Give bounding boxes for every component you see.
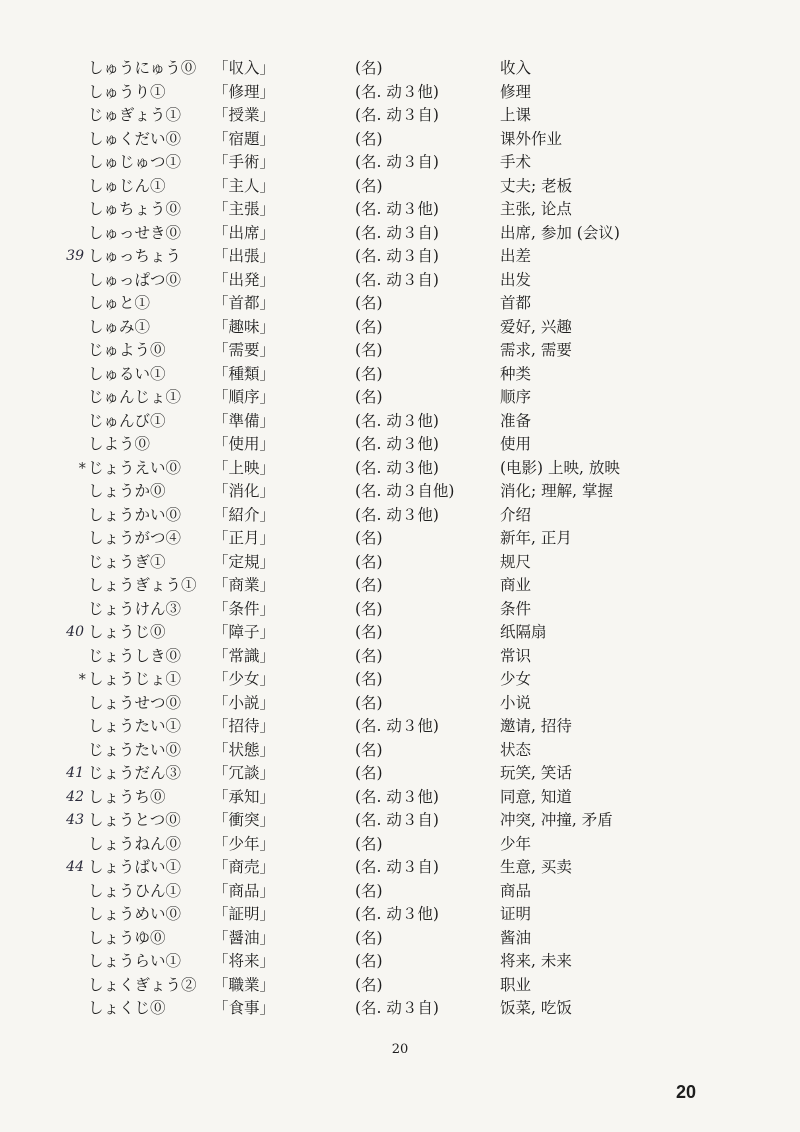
entry-reading: じゅよう⓪ (88, 341, 166, 359)
entry-part-of-speech: (名) (355, 294, 383, 312)
entry-part-of-speech: (名) (355, 646, 383, 665)
vocab-entry (0, 386, 800, 410)
entry-part-of-speech: (名) (355, 129, 383, 148)
vocab-entry (0, 645, 800, 669)
vocab-entry (0, 762, 800, 786)
entry-reading: しょうたい① (88, 717, 182, 735)
entry-reading: しゅくだい⓪ (88, 129, 182, 148)
entry-meaning: 课外作业 (500, 129, 563, 148)
entry-mark: 40 (66, 624, 84, 640)
vocab-entry (0, 527, 800, 551)
entry-kanji: 「承知」 (213, 787, 276, 806)
entry-mark: * (78, 458, 86, 477)
entry-reading: しゅじん① (88, 176, 166, 195)
entry-kanji: 「正月」 (213, 529, 276, 547)
entry-part-of-speech: (名) (355, 834, 383, 853)
entry-kanji: 「紹介」 (213, 505, 276, 524)
entry-reading: しょうとつ⓪ (88, 811, 181, 829)
entry-kanji: 「職業」 (213, 975, 276, 994)
entry-part-of-speech: (名) (355, 670, 383, 688)
entry-kanji: 「冗談」 (213, 764, 276, 782)
entry-kanji: 「宿題」 (213, 129, 276, 148)
vocab-entry (0, 880, 800, 904)
vocab-entry (0, 927, 800, 951)
entry-part-of-speech: (名. 动３他) (355, 200, 439, 218)
entry-kanji: 「主人」 (213, 176, 276, 195)
vocab-entry (0, 574, 800, 598)
vocab-entry (0, 151, 800, 175)
vocab-entry (0, 316, 800, 340)
entry-kanji: 「趣味」 (213, 317, 276, 336)
entry-reading: しょうねん⓪ (88, 834, 182, 853)
entry-meaning: 同意, 知道 (500, 787, 572, 806)
entry-kanji: 「衝突」 (213, 811, 276, 829)
vocab-entry (0, 903, 800, 927)
entry-part-of-speech: (名) (355, 317, 383, 336)
entry-kanji: 「障子」 (213, 623, 276, 641)
entry-kanji: 「上映」 (213, 458, 276, 477)
entry-kanji: 「食事」 (213, 999, 276, 1017)
entry-part-of-speech: (名) (355, 881, 383, 900)
entry-meaning: 纸隔扇 (500, 623, 547, 641)
entry-part-of-speech: (名. 动３他) (355, 458, 439, 477)
entry-meaning: 邀请, 招待 (500, 717, 572, 735)
vocab-entry (0, 410, 800, 434)
entry-reading: じょうだん③ (88, 764, 182, 782)
entry-reading: しゅっぱつ⓪ (88, 270, 182, 289)
entry-meaning: 常识 (500, 646, 532, 665)
entry-part-of-speech: (名. 动３他) (355, 787, 439, 806)
entry-kanji: 「手術」 (213, 153, 276, 171)
entry-reading: しゅうり① (88, 82, 166, 101)
entry-kanji: 「首都」 (213, 294, 276, 312)
entry-part-of-speech: (名) (355, 623, 383, 641)
entry-reading: しょうせつ⓪ (88, 693, 182, 712)
entry-kanji: 「主張」 (213, 200, 276, 218)
entry-reading: じょうけん③ (88, 599, 182, 618)
entry-reading: しょうか⓪ (88, 482, 166, 500)
entry-reading: じょうぎ① (88, 552, 166, 571)
entry-kanji: 「状態」 (213, 740, 276, 759)
vocab-entry (0, 504, 800, 528)
entry-part-of-speech: (名. 动３他) (355, 435, 439, 453)
entry-part-of-speech: (名. 动３自) (355, 153, 439, 171)
entry-part-of-speech: (名) (355, 388, 383, 406)
entry-meaning: 将来, 未来 (500, 952, 572, 970)
entry-mark: 41 (66, 765, 84, 781)
entry-reading: しゅと① (88, 294, 151, 312)
entry-meaning: 职业 (500, 975, 532, 994)
entry-meaning: 状态 (500, 740, 532, 759)
entry-part-of-speech: (名) (355, 552, 383, 571)
vocab-entry (0, 739, 800, 763)
entry-reading: しゅちょう⓪ (88, 200, 182, 218)
entry-kanji: 「種類」 (213, 364, 276, 383)
entry-kanji: 「証明」 (213, 905, 276, 923)
vocab-entry (0, 950, 800, 974)
entry-part-of-speech: (名) (355, 928, 383, 947)
entry-reading: しょくぎょう② (88, 975, 197, 994)
entry-meaning: 少女 (500, 670, 532, 688)
entry-reading: じゅんび① (88, 411, 166, 430)
entry-meaning: 商业 (500, 576, 532, 594)
vocab-entry (0, 598, 800, 622)
vocab-entry (0, 551, 800, 575)
entry-reading: しょうち⓪ (88, 787, 166, 806)
vocab-entry (0, 175, 800, 199)
entry-meaning: 酱油 (500, 928, 532, 947)
entry-reading: じょうしき⓪ (88, 646, 182, 665)
entry-part-of-speech: (名. 动３自) (355, 247, 439, 265)
entry-kanji: 「将来」 (213, 952, 276, 970)
entry-meaning: 小说 (500, 693, 532, 712)
entry-meaning: (电影) 上映, 放映 (500, 458, 620, 477)
entry-meaning: 出席, 参加 (会议) (500, 223, 620, 242)
entry-meaning: 出差 (500, 247, 532, 265)
vocab-entry (0, 457, 800, 481)
entry-meaning: 种类 (500, 364, 532, 383)
entry-reading: しゅっせき⓪ (88, 223, 182, 242)
entry-reading: しょうゆ⓪ (88, 928, 166, 947)
entry-reading: じゅぎょう① (88, 106, 182, 124)
entry-part-of-speech: (名) (355, 693, 383, 712)
entry-reading: しよう⓪ (88, 435, 151, 453)
entry-meaning: 出发 (500, 270, 532, 289)
entry-kanji: 「修理」 (213, 82, 276, 101)
vocab-entry (0, 997, 800, 1021)
entry-reading: しょうじ⓪ (88, 623, 166, 641)
entry-reading: しょくじ⓪ (88, 999, 166, 1017)
vocab-entry (0, 809, 800, 833)
entry-part-of-speech: (名. 动３自) (355, 270, 439, 289)
entry-part-of-speech: (名. 动３自) (355, 858, 439, 876)
entry-meaning: 冲突, 冲撞, 矛盾 (500, 811, 613, 829)
entry-mark: 42 (66, 788, 84, 805)
entry-reading: しゅっちょう (88, 247, 182, 265)
entry-meaning: 准备 (500, 411, 532, 430)
entry-part-of-speech: (名. 动３他) (355, 411, 439, 430)
entry-reading: じょうたい⓪ (88, 740, 182, 759)
vocab-entry (0, 363, 800, 387)
entry-kanji: 「定規」 (213, 552, 276, 571)
vocab-entry (0, 786, 800, 810)
entry-part-of-speech: (名. 动３自) (355, 999, 439, 1017)
vocab-entry (0, 621, 800, 645)
entry-part-of-speech: (名. 动３他) (355, 717, 439, 735)
vocab-entry (0, 104, 800, 128)
entry-part-of-speech: (名) (355, 599, 383, 618)
entry-reading: しゅみ① (88, 317, 151, 336)
entry-kanji: 「出席」 (213, 223, 276, 242)
entry-mark: 39 (66, 248, 84, 264)
entry-reading: しょうぎょう① (88, 576, 197, 594)
entry-meaning: 顺序 (500, 388, 532, 406)
entry-kanji: 「需要」 (213, 341, 276, 359)
entry-kanji: 「少女」 (213, 670, 276, 688)
entry-part-of-speech: (名) (355, 341, 383, 359)
vocab-entry (0, 433, 800, 457)
entry-meaning: 证明 (500, 905, 532, 923)
vocab-entry (0, 222, 800, 246)
entry-part-of-speech: (名) (355, 529, 383, 547)
entry-meaning: 上课 (500, 106, 532, 124)
entry-meaning: 条件 (500, 599, 532, 618)
entry-part-of-speech: (名) (355, 576, 383, 594)
vocab-entry (0, 692, 800, 716)
entry-mark: * (78, 670, 86, 688)
entry-meaning: 玩笑, 笑话 (500, 764, 572, 782)
entry-kanji: 「消化」 (213, 482, 276, 500)
vocab-entry (0, 269, 800, 293)
entry-meaning: 需求, 需要 (500, 341, 572, 359)
vocab-entry (0, 480, 800, 504)
entry-reading: しょうひん① (88, 881, 182, 900)
entry-part-of-speech: (名. 动３自) (355, 223, 439, 242)
entry-mark: 44 (66, 859, 84, 875)
entry-meaning: 手术 (500, 153, 532, 171)
entry-reading: しょうじょ① (88, 670, 182, 688)
entry-part-of-speech: (名) (355, 364, 383, 383)
entry-meaning: 修理 (500, 82, 532, 101)
entry-reading: しゅるい① (88, 364, 166, 383)
vocabulary-list (0, 57, 800, 1021)
entry-part-of-speech: (名. 动３自他) (355, 482, 455, 500)
entry-kanji: 「順序」 (213, 388, 276, 406)
entry-reading: しゅうにゅう⓪ (88, 59, 197, 77)
entry-meaning: 爱好, 兴趣 (500, 317, 572, 336)
entry-kanji: 「商業」 (213, 576, 276, 594)
entry-kanji: 「準備」 (213, 411, 276, 430)
entry-reading: しょうらい① (88, 952, 182, 970)
entry-meaning: 规尺 (500, 552, 532, 571)
entry-reading: しょうめい⓪ (88, 905, 182, 923)
entry-kanji: 「使用」 (213, 435, 276, 453)
entry-reading: じょうえい⓪ (88, 458, 182, 477)
vocab-entry (0, 128, 800, 152)
entry-part-of-speech: (名. 动３他) (355, 82, 439, 101)
entry-kanji: 「常識」 (213, 646, 276, 665)
entry-part-of-speech: (名) (355, 59, 383, 77)
vocab-entry (0, 339, 800, 363)
entry-part-of-speech: (名. 动３自) (355, 106, 439, 124)
entry-meaning: 收入 (500, 59, 532, 77)
entry-reading: じゅんじょ① (88, 388, 182, 406)
entry-kanji: 「小説」 (213, 693, 276, 712)
entry-kanji: 「商売」 (213, 858, 276, 876)
entry-kanji: 「少年」 (213, 834, 276, 853)
entry-meaning: 生意, 买卖 (500, 858, 572, 876)
entry-reading: しょうがつ④ (88, 529, 182, 547)
entry-meaning: 丈夫; 老板 (500, 176, 573, 195)
entry-reading: しょうかい⓪ (88, 505, 182, 524)
entry-part-of-speech: (名) (355, 764, 383, 782)
vocab-entry (0, 833, 800, 857)
entry-part-of-speech: (名. 动３他) (355, 505, 439, 524)
entry-kanji: 「授業」 (213, 106, 276, 124)
entry-reading: しょうばい① (88, 858, 182, 876)
entry-kanji: 「条件」 (213, 599, 276, 618)
corner-page-number: 20 (676, 1082, 697, 1102)
entry-meaning: 主张, 论点 (500, 200, 572, 218)
vocab-entry (0, 974, 800, 998)
vocab-entry (0, 292, 800, 316)
entry-kanji: 「出発」 (213, 270, 276, 289)
entry-kanji: 「招待」 (213, 717, 276, 735)
entry-kanji: 「醤油」 (213, 928, 276, 947)
entry-meaning: 少年 (500, 834, 532, 853)
entry-part-of-speech: (名) (355, 975, 383, 994)
entry-part-of-speech: (名. 动３自) (355, 811, 439, 829)
entry-meaning: 消化; 理解, 掌握 (500, 482, 614, 500)
vocab-entry (0, 715, 800, 739)
entry-meaning: 饭菜, 吃饭 (500, 999, 572, 1017)
page-number: 20 (391, 1042, 409, 1057)
entry-meaning: 新年, 正月 (500, 529, 572, 547)
entry-part-of-speech: (名) (355, 176, 383, 195)
vocab-entry (0, 198, 800, 222)
entry-meaning: 使用 (500, 435, 532, 453)
entry-meaning: 首都 (500, 294, 532, 312)
vocab-entry (0, 668, 800, 692)
vocab-entry (0, 57, 800, 81)
entry-kanji: 「出張」 (213, 247, 276, 265)
entry-part-of-speech: (名) (355, 740, 383, 759)
entry-mark: 43 (66, 812, 84, 828)
entry-part-of-speech: (名) (355, 952, 383, 970)
vocab-entry (0, 245, 800, 269)
entry-kanji: 「収入」 (213, 59, 276, 77)
entry-meaning: 商品 (500, 881, 532, 900)
entry-part-of-speech: (名. 动３他) (355, 905, 439, 923)
vocab-entry (0, 81, 800, 105)
vocab-entry (0, 856, 800, 880)
entry-meaning: 介绍 (500, 505, 532, 524)
entry-kanji: 「商品」 (213, 881, 276, 900)
entry-reading: しゅじゅつ① (88, 153, 182, 171)
